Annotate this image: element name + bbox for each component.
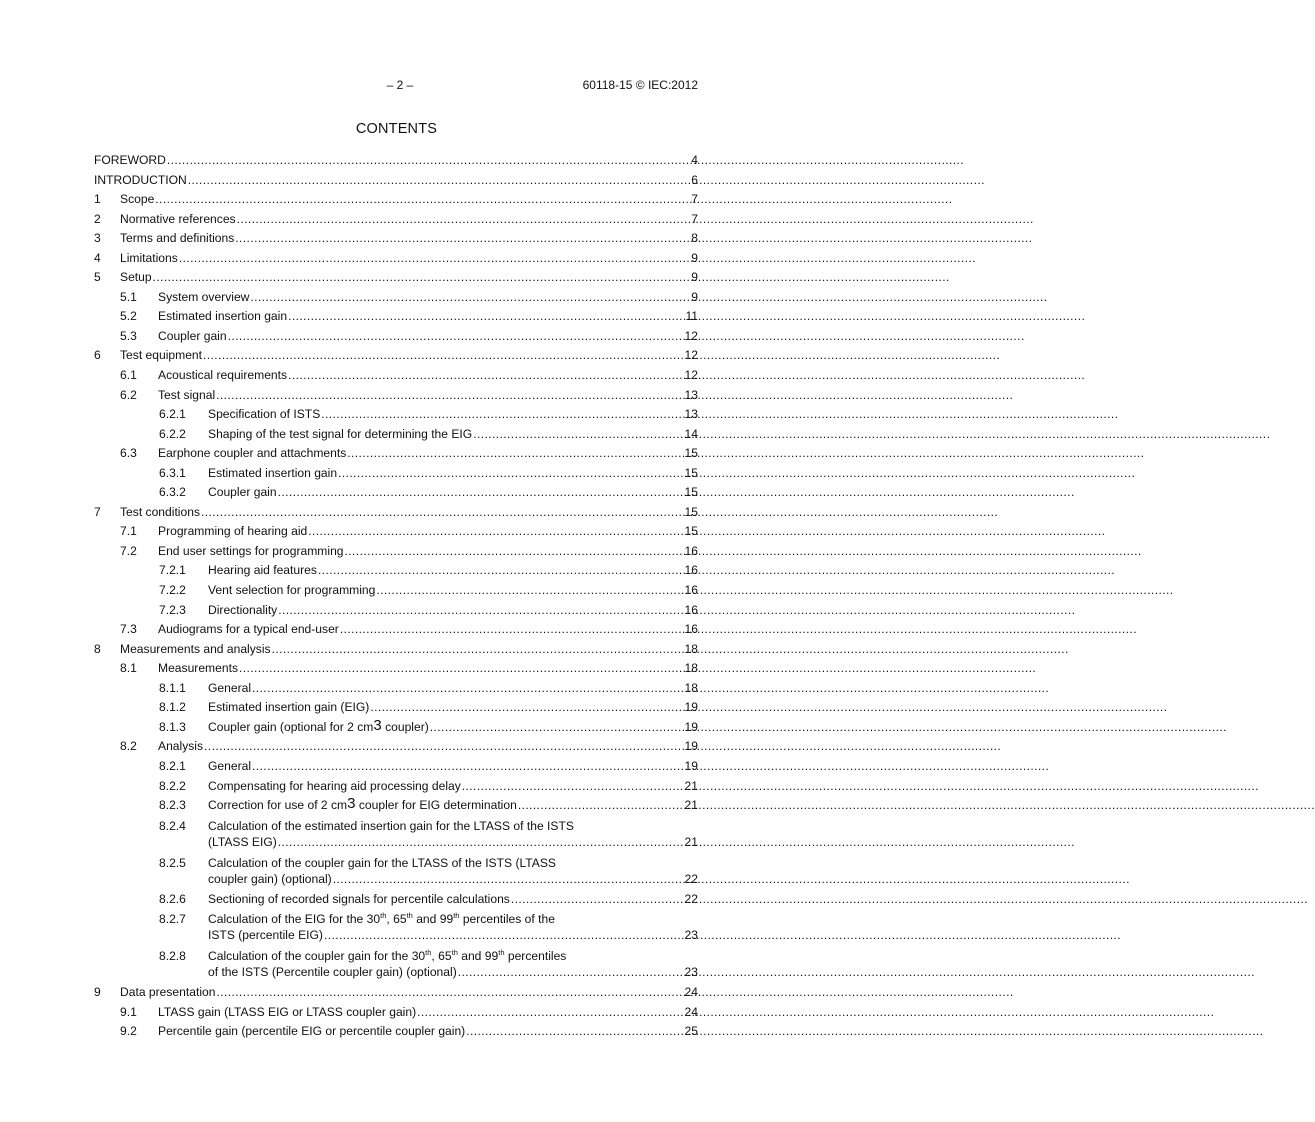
toc-entry[interactable]: 7.2.2 Vent selection for programming ..... 16 [94,581,698,601]
toc-entry[interactable]: 5.2 Estimated insertion gain ..... 11 [94,307,698,327]
toc-entry[interactable]: 6.1 Acoustical requirements ..... 12 [94,366,698,386]
toc-entry[interactable]: 1 Scope ..... 7 [94,190,698,210]
toc-entry[interactable]: 7.2 End user settings for programming ..... 16 [94,542,698,562]
toc-entry-foreword[interactable]: FOREWORD ..... 4 [94,151,698,171]
toc-entry[interactable]: 3 Terms and definitions ..... 8 [94,229,698,249]
toc-entry[interactable]: 8.2.1 General ..... 19 [94,757,698,777]
toc-entry[interactable]: 4 Limitations ..... 9 [94,249,698,269]
toc-entry[interactable]: 8.1.1 General ..... 18 [94,679,698,699]
toc-entry[interactable]: 9.2 Percentile gain (percentile EIG or percentile coupler gain) ..... 25 [94,1022,698,1042]
page-number: – 2 – [386,78,414,92]
toc-entry[interactable]: 2 Normative references ..... 7 [94,210,698,230]
toc-entry[interactable]: 6.3.2 Coupler gain ..... 15 [94,483,698,503]
table-of-contents [94,151,698,1042]
toc-entry[interactable]: 8.1.3 Coupler gain (optional for 2 cm3 coupler) ..... 19 [94,718,698,738]
toc-entry[interactable]: 7.2.3 Directionality ..... 16 [94,601,698,621]
toc-entry[interactable]: 8.2.7 Calculation of the EIG for the 30th, 65th and 99th percentiles of the ISTS (percentile EIG) ..... 23 [94,909,698,946]
document-reference: 60118-15 © IEC:2012 [582,78,698,92]
toc-entry[interactable]: 8.2 Analysis ..... 19 [94,737,698,757]
toc-entry[interactable]: 8.2.3 Correction for use of 2 cm3 coupler for EIG determination ..... 21 [94,796,698,816]
toc-entry[interactable]: 9.1 LTASS gain (LTASS EIG or LTASS coupler gain) ..... 24 [94,1003,698,1023]
toc-entry[interactable]: 8.2.5 Calculation of the coupler gain for the LTASS of the ISTS (LTASS coupler gain) (optional) ..... 22 [94,853,698,890]
toc-entry[interactable]: 8.1 Measurements ..... 18 [94,659,698,679]
toc-entry[interactable]: 8 Measurements and analysis ..... 18 [94,640,698,660]
toc-entry[interactable]: 6.3.1 Estimated insertion gain ..... 15 [94,464,698,484]
toc-entry[interactable]: 8.2.4 Calculation of the estimated insertion gain for the LTASS of the ISTS (LTASS EIG) ..... 21 [94,816,698,853]
toc-entry-introduction[interactable]: INTRODUCTION ..... 6 [94,171,698,191]
contents-title: CONTENTS [355,121,438,137]
toc-entry[interactable]: 6.2 Test signal ..... 13 [94,386,698,406]
toc-entry[interactable]: 6.3 Earphone coupler and attachments ..... 15 [94,444,698,464]
toc-entry[interactable]: 5.3 Coupler gain ..... 12 [94,327,698,347]
toc-entry[interactable]: 8.1.2 Estimated insertion gain (EIG) ..... 19 [94,698,698,718]
toc-entry[interactable]: 6 Test equipment ..... 12 [94,346,698,366]
toc-entry[interactable]: 7.2.1 Hearing aid features ..... 16 [94,561,698,581]
toc-entry[interactable]: 8.2.2 Compensating for hearing aid processing delay ..... 21 [94,777,698,797]
toc-entry[interactable]: 6.2.1 Specification of ISTS ..... 13 [94,405,698,425]
toc-entry[interactable]: 5.1 System overview ..... 9 [94,288,698,308]
toc-entry[interactable]: 9 Data presentation ..... 24 [94,983,698,1003]
toc-entry[interactable]: 7 Test conditions ..... 15 [94,503,698,523]
toc-entry[interactable]: 7.1 Programming of hearing aid ..... 15 [94,522,698,542]
toc-entry[interactable]: 8.2.6 Sectioning of recorded signals for percentile calculations ..... 22 [94,890,698,910]
toc-entry[interactable]: 8.2.8 Calculation of the coupler gain for the 30th, 65th and 99th percentiles of the ISTS (Percentile coupler gain) (optional) ..... 23 [94,946,698,983]
toc-entry[interactable]: 5 Setup ..... 9 [94,268,698,288]
toc-entry[interactable]: 7.3 Audiograms for a typical end-user ..... 16 [94,620,698,640]
toc-entry[interactable]: 6.2.2 Shaping of the test signal for determining the EIG ..... 14 [94,425,698,445]
